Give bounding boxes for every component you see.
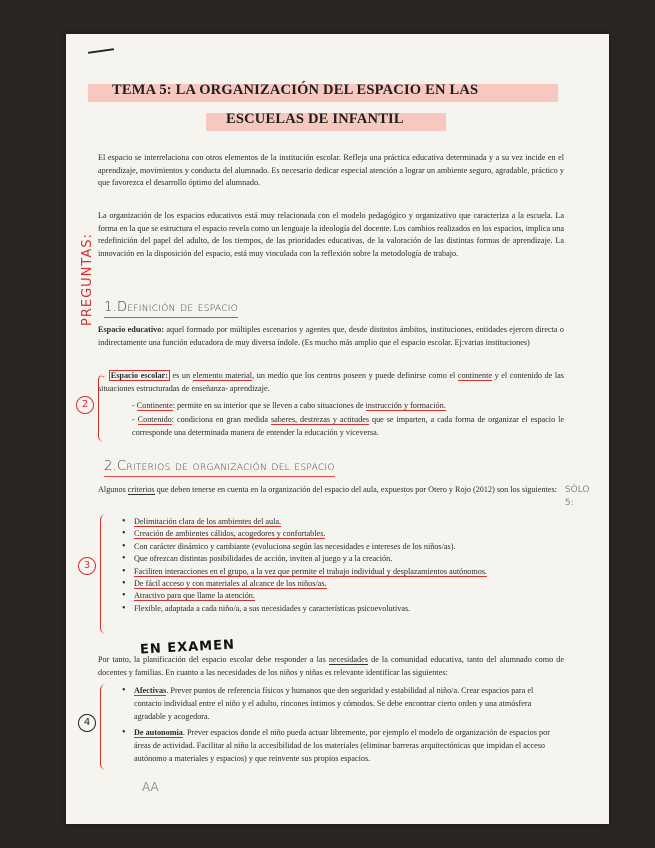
section2-heading: 2.Criterios de organización del espacio — [104, 459, 335, 474]
continente-item: - Continente: permite en su interior que se lleven a cabo situaciones de instrucción y formación. — [132, 401, 446, 410]
list-item: • Delimitación clara de los ambientes del aula. — [122, 516, 562, 528]
document-page — [66, 34, 609, 824]
contenido-item: - Contenido: condiciona en gran medida saberes, destrezas y actitudes que se imparten, a cada forma de organizar el espacio le corresponde una determinada manera de entender la educación y viceversa. — [132, 415, 565, 437]
list-item: • Afectivas. Prever puntos de referencia físicos y humanos que den seguridad y estabilidad al niño/a. Crear espacios para el contacto individual entre el niño y el adulto, rincones íntimos y cómodos. Se debe encontrar cierto orden y una atmósfera agradable y acogedora. — [122, 684, 562, 723]
initials-annotation: AA — [142, 780, 159, 794]
needs-list — [122, 684, 562, 765]
preguntas-annotation: PREGUNTAS: — [80, 233, 95, 326]
criteria-list — [122, 516, 562, 615]
section2-closing: Por tanto, la planificación del espacio escolar debe responder a las necesidades de la comunidad educativa, tanto del alumnado como de docentes y familias. En cuanto a las necesidades de los niños y niñas es relevante identificar las siguientes: — [98, 655, 564, 677]
page-title-line2: ESCUELAS DE INFANTIL — [226, 111, 404, 127]
list-item: • Creación de ambientes cálidos, acogedores y confortables. — [122, 528, 562, 540]
second-paragraph: La organización de los espacios educativos está muy relacionada con el modelo pedagógico y organizativo que caracteriza a la escuela. La forma en la que se estructura el espacio revela como un lenguaje la ideología del docente. Los cambios realizados en los espacios, implica una redefinición del papel del adulto, de los tiempos, de las prioridades educativas, de la valoración de las distintas formas de aprendizaje. La innovación en la disposición del espacio, está muy vinculada con la reflexión sobre la metodología de trabajo. — [98, 211, 564, 258]
page-title-line1: TEMA 5: LA ORGANIZACIÓN DEL ESPACIO EN LAS — [112, 82, 479, 98]
section2-intro: Algunos criterios que deben tenerse en cuenta en la organización del espacio del aula, expuestos por Otero y Rojo (2012) son los siguientes: SÓLO 5: — [98, 485, 590, 508]
list-item: • Con carácter dinámico y cambiante (evoluciona según las necesidades e intereses de los niños/as). — [122, 541, 562, 553]
annotation-4-circle: 4 — [78, 714, 96, 732]
en-examen-annotation: EN EXAMEN — [139, 637, 236, 658]
list-item: • Faciliten interacciones en el grupo, a la vez que permite el trabajo individual y desplazamientos autónomos. — [122, 566, 562, 578]
list-item: • De fácil acceso y con materiales al alcance de los niños/as. — [122, 578, 562, 590]
intro-paragraph: El espacio se interrelaciona con otros elementos de la institución escolar. Refleja una práctica educativa determinada y a su vez incide en el aprendizaje, movimientos y conducta del alumnado. Es necesario dedicar especial atención a lograr un ambiente seguro, agradable, práctico y que favorezca el desarrollo óptimo del alumnado. — [98, 153, 564, 188]
annotation-bracket-3 — [100, 684, 109, 770]
annotation-bracket-2 — [100, 514, 109, 634]
annotation-2-circle: 2 — [76, 396, 94, 414]
list-item: • Flexible, adaptada a cada niño/a, a sus necesidades y características psicoevolutivas. — [122, 603, 562, 615]
annotation-3-circle: 3 — [78, 557, 96, 575]
pen-mark — [88, 48, 114, 54]
list-item: • De autonomía. Prever espacios donde el niño pueda actuar libremente, por ejemplo el modelo de organización de espacios por áreas de actividad. Facilitar al niño la accesibilidad de los materiales (eliminar barreras arquitectónicas que impidan el acceso autónomo a materiales y espacios) y que reinvente sus propios espacios. — [122, 726, 562, 765]
section1-heading: 1.Definición de espacio — [104, 300, 238, 315]
section1-definition: Espacio educativo: aquel formado por múltiples escenarios y agentes que, desde distintos ámbitos, instituciones, entidades ejercen directa o indirectamente una función educadora de muy diversa índole. (Es mucho más amplio que el espacio escolar. Ej:varias instituciones) — [98, 325, 565, 347]
list-item: • Atractivo para que llame la atención. — [122, 590, 562, 602]
list-item: • Que ofrezcan distintas posibilidades de acción, inviten al juego y a la creación. — [122, 553, 562, 565]
espacio-escolar-para: → Espacio escolar: es un elemento material, un medio que los centros poseen y puede definirse como el continente y el contenido de las situaciones estructuradas de enseñanza- aprendizaje. — [98, 371, 564, 393]
